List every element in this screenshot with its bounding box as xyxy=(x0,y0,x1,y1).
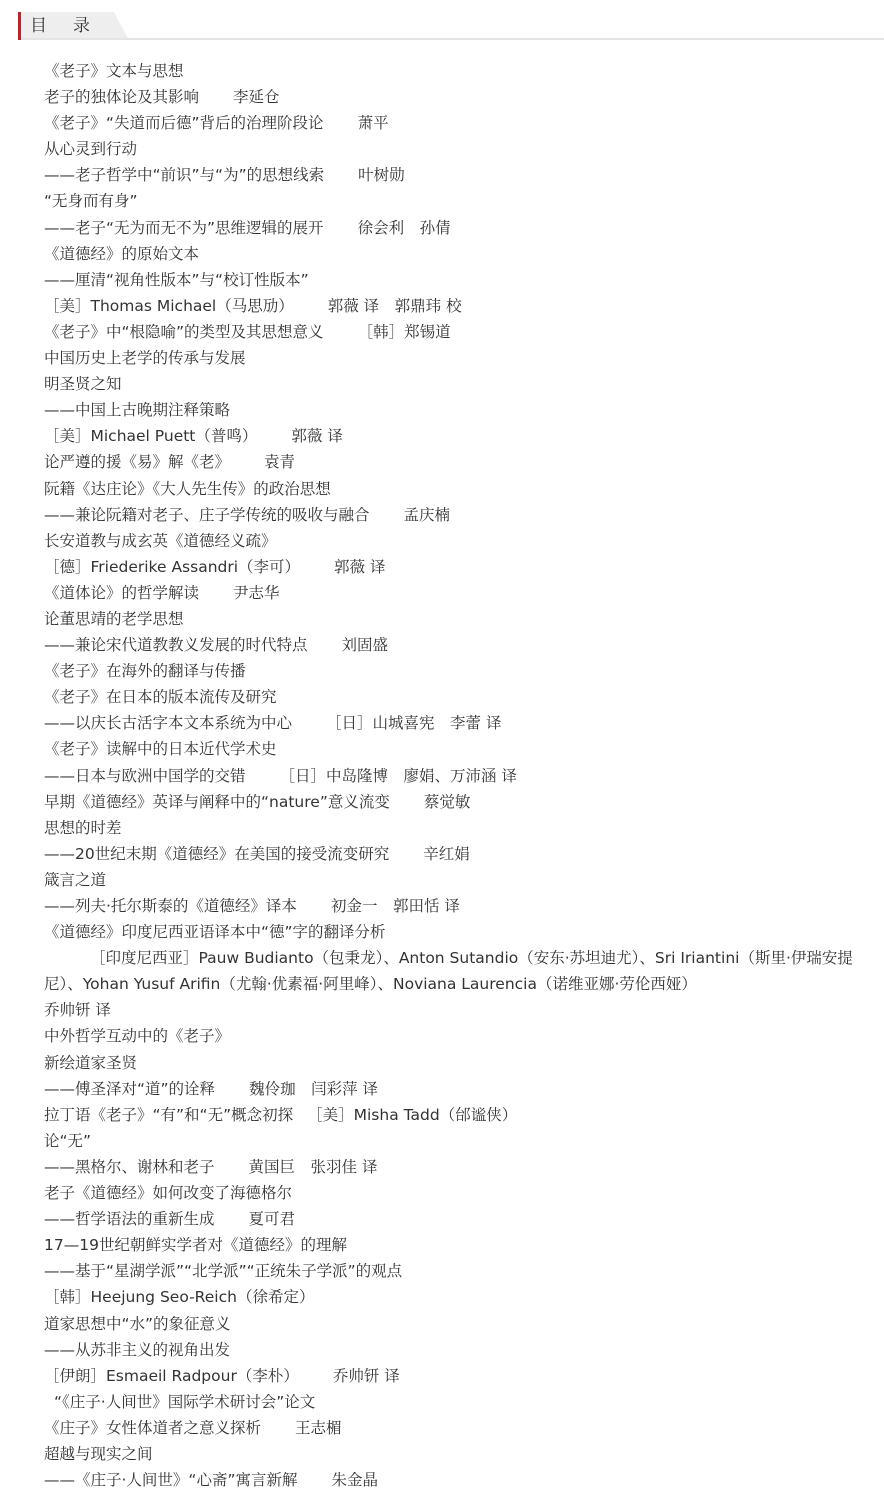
toc-entry[interactable] xyxy=(44,1363,870,1389)
section-title: 目录 xyxy=(30,16,116,36)
toc-entry-title: 老子《道德经》如何改变了海德格尔 xyxy=(44,1184,293,1203)
toc-entry-title: ——基于“星湖学派”“北学派”“正统朱子学派”的观点 xyxy=(44,1262,403,1281)
toc-entry[interactable] xyxy=(44,267,870,293)
toc-entry-title: 《道德经》的原始文本 xyxy=(44,244,200,263)
toc-entry[interactable] xyxy=(44,371,870,397)
toc-entry-title: 阮籍《达庄论》《大人先生传》的政治思想 xyxy=(44,479,331,498)
toc-entry-title: 从心灵到行动 xyxy=(44,140,138,159)
toc-entry[interactable] xyxy=(44,1389,870,1415)
toc-entry-title: 箴言之道 xyxy=(44,870,107,889)
toc-entry-author: 辛红娟 xyxy=(423,844,470,863)
toc-entry[interactable] xyxy=(44,528,870,554)
toc-entry[interactable] xyxy=(44,1050,870,1076)
toc-entry[interactable] xyxy=(44,1441,870,1467)
toc-entry-author: 刘固盛 xyxy=(341,636,389,655)
toc-entry-title: 长安道教与成玄英《道德经义疏》 xyxy=(44,531,277,550)
toc-entry[interactable] xyxy=(44,345,870,371)
toc-entry-author: 萧平 xyxy=(357,114,389,133)
toc-entry-title: ——日本与欧洲中国学的交错 xyxy=(44,766,246,785)
toc-entry-title: ——以庆长古活字本文本系统为中心 xyxy=(44,714,293,733)
toc-entry[interactable] xyxy=(44,397,870,423)
toc-entry-title: ［美］Michael Puett（普鸣） xyxy=(44,427,258,446)
toc-entry[interactable] xyxy=(44,554,870,580)
toc-entry-title: ［美］Thomas Michael（马思劢） xyxy=(44,296,294,315)
toc-entry[interactable] xyxy=(44,580,870,606)
toc-entry-author: 袁青 xyxy=(264,453,296,472)
toc-entry[interactable] xyxy=(44,815,870,841)
toc-entry-author: 郭薇 译 xyxy=(291,427,343,446)
toc-entry[interactable] xyxy=(44,1258,870,1284)
toc-entry-title: 《老子》“失道而后德”背后的治理阶段论 xyxy=(44,114,324,133)
header-divider xyxy=(21,38,884,40)
toc-entry-title: ——列夫·托尔斯泰的《道德经》译本 xyxy=(44,897,297,915)
toc-entry-title: 《老子》文本与思想 xyxy=(44,62,184,80)
toc-entry[interactable] xyxy=(44,710,870,736)
toc-entry-author: 郭薇 译 xyxy=(334,557,386,576)
toc-entry-title: ——哲学语法的重新生成 xyxy=(44,1210,215,1229)
toc-entry-title: ——20世纪末期《道德经》在美国的接受流变研究 xyxy=(44,844,390,863)
toc-entry[interactable] xyxy=(44,606,870,632)
toc-entry-title: 明圣贤之知 xyxy=(44,375,122,394)
header-accent-bar xyxy=(18,12,21,40)
toc-entry-title: 《老子》读解中的日本近代学术史 xyxy=(44,740,277,759)
toc-entry[interactable] xyxy=(44,867,870,893)
toc-entry-author: 叶树勋 xyxy=(358,166,405,185)
toc-entry[interactable] xyxy=(44,1284,870,1310)
toc-entry-title: ——傅圣泽对“道”的诠释 xyxy=(44,1079,216,1098)
toc-entry-title: 新绘道家圣贤 xyxy=(44,1053,138,1072)
toc-entry[interactable] xyxy=(44,945,870,997)
toc-entry-title: 论严遵的援《易》解《老》 xyxy=(44,453,231,472)
toc-entry-title: 早期《道德经》英译与阐释中的“nature”意义流变 xyxy=(44,792,390,811)
toc-entry[interactable] xyxy=(44,502,870,528)
toc-entry[interactable] xyxy=(44,293,870,319)
toc-entry-title: ——黑格尔、谢林和老子 xyxy=(44,1157,215,1176)
toc-entry-author: ［美］Misha Tadd（邰谧侠） xyxy=(307,1105,518,1124)
toc-entry[interactable] xyxy=(44,188,870,214)
toc-entry[interactable] xyxy=(44,84,870,110)
toc-entry-author: 夏可君 xyxy=(248,1210,296,1229)
toc-entry-title: 17—19世纪朝鲜实学者对《道德经》的理解 xyxy=(44,1236,347,1255)
toc-entry-title: ——从苏非主义的视角出发 xyxy=(44,1340,231,1359)
toc-entry[interactable] xyxy=(44,893,870,919)
toc-entry-author: 蔡觉敏 xyxy=(423,792,471,811)
toc-entry[interactable] xyxy=(44,1337,870,1363)
toc-entry-title: 《老子》中“根隐喻”的类型及其思想意义 xyxy=(44,322,324,341)
toc-entry-title: 拉丁语《老子》“有”和“无”概念初探 xyxy=(44,1105,294,1124)
toc-entry[interactable] xyxy=(44,658,870,684)
toc-entry-author: 孟庆楠 xyxy=(403,505,451,524)
toc-entry-author: 黄国巨 张羽佳 译 xyxy=(248,1157,378,1176)
toc-entry[interactable] xyxy=(44,241,870,267)
toc-entry[interactable] xyxy=(44,110,870,136)
toc-entry-title: 《老子》在海外的翻译与传播 xyxy=(44,662,246,681)
toc-entry-title: ——老子“无为而无不为”思维逻辑的展开 xyxy=(44,218,324,237)
toc-entry[interactable] xyxy=(44,1311,870,1337)
toc-entry[interactable] xyxy=(44,58,870,84)
toc-entry-title: ［韩］Heejung Seo-Reich（徐希定） xyxy=(44,1288,315,1307)
toc-entry-title: ——兼论阮籍对老子、庄子学传统的吸收与融合 xyxy=(44,505,370,524)
toc-entry-author: 李延仓 xyxy=(233,88,280,107)
toc-entry[interactable] xyxy=(44,1232,870,1258)
toc-entry[interactable] xyxy=(44,736,870,762)
toc-entry[interactable] xyxy=(44,319,870,345)
toc-entry[interactable] xyxy=(44,919,870,945)
toc-entry[interactable] xyxy=(44,476,870,502)
toc-entry-author: 郭薇 译 郭鼎玮 校 xyxy=(327,296,462,315)
toc-entry-author: 魏伶珈 闫彩萍 译 xyxy=(249,1079,378,1098)
toc-entry[interactable] xyxy=(44,1128,870,1154)
toc-entry-title: 论董思靖的老学思想 xyxy=(44,609,184,628)
toc-entry-title: “无身而有身” xyxy=(44,192,138,211)
toc-entry[interactable] xyxy=(44,162,870,188)
toc-entry-title: 《道德经》印度尼西亚语译本中“德”字的翻译分析 xyxy=(44,923,386,942)
toc-entry-author: 徐会利 孙倩 xyxy=(357,218,451,237)
table-of-contents xyxy=(44,58,870,1493)
toc-entry-author: 王志楣 xyxy=(295,1418,342,1437)
toc-entry-author: ［日］山城喜宪 李蕾 译 xyxy=(326,714,502,733)
toc-entry[interactable] xyxy=(44,1206,870,1232)
toc-entry-title: 超越与现实之间 xyxy=(44,1444,153,1463)
toc-entry-title: 《老子》在日本的版本流传及研究 xyxy=(44,688,277,707)
toc-entry-title: “《庄子·人间世》国际学术研讨会”论文 xyxy=(54,1392,316,1411)
toc-entry[interactable] xyxy=(44,997,870,1023)
toc-entry-title: ［印度尼西亚］Pauw Budianto（包秉龙）、Anton Sutandio（安东·苏坦迪尤）、Sri Iriantini（斯里·伊瑞安提尼）、Yohan Yusuf Arifin（尤翰·优素福·阿里峰）、Noviana Laurencia（诺维亚娜·劳伦西娅） xyxy=(44,949,853,994)
toc-entry[interactable] xyxy=(44,1102,870,1128)
toc-entry[interactable] xyxy=(44,841,870,867)
toc-entry-title: 老子的独体论及其影响 xyxy=(44,88,200,107)
toc-entry-author: ［日］中岛隆博 廖娟、万沛涵 译 xyxy=(279,766,517,785)
toc-entry-title: 中外哲学互动中的《老子》 xyxy=(44,1027,231,1046)
toc-entry[interactable] xyxy=(44,1023,870,1049)
toc-entry[interactable] xyxy=(44,1154,870,1180)
toc-entry-title: ——厘清“视角性版本”与“校订性版本” xyxy=(44,270,309,289)
toc-entry-title: ［德］Friederike Assandri（李可） xyxy=(44,557,301,576)
toc-entry-title: 乔帅钘 译 xyxy=(44,1001,111,1020)
toc-entry[interactable] xyxy=(44,632,870,658)
toc-entry[interactable] xyxy=(44,136,870,162)
toc-entry[interactable] xyxy=(44,215,870,241)
toc-entry[interactable] xyxy=(44,1076,870,1102)
toc-entry-title: 《道体论》的哲学解读 xyxy=(44,583,200,602)
toc-entry-title: ——《庄子·人间世》“心斋”寓言新解 xyxy=(44,1471,298,1490)
toc-entry-author: 乔帅钘 译 xyxy=(332,1366,400,1385)
toc-entry[interactable] xyxy=(44,1180,870,1206)
toc-entry-author: 尹志华 xyxy=(233,583,280,602)
toc-entry-author: 初金一 郭田恬 译 xyxy=(330,897,460,915)
toc-entry[interactable] xyxy=(44,449,870,475)
toc-entry-title: ［伊朗］Esmaeil Radpour（李朴） xyxy=(44,1366,299,1385)
toc-entry[interactable] xyxy=(44,423,870,449)
toc-entry-title: 思想的时差 xyxy=(44,818,122,837)
toc-entry-title: ——老子哲学中“前识”与“为”的思想线索 xyxy=(44,166,325,185)
toc-entry-title: 《庄子》女性体道者之意义探析 xyxy=(44,1418,262,1437)
toc-entry[interactable] xyxy=(44,789,870,815)
toc-entry[interactable] xyxy=(44,763,870,789)
toc-entry-title: 论“无” xyxy=(44,1131,92,1150)
section-header xyxy=(18,12,884,40)
toc-entry[interactable] xyxy=(44,684,870,710)
toc-entry-author: 朱金晶 xyxy=(331,1471,379,1490)
toc-entry-title: 道家思想中“水”的象征意义 xyxy=(44,1314,231,1333)
toc-entry[interactable] xyxy=(44,1467,870,1493)
toc-entry[interactable] xyxy=(44,1415,870,1441)
toc-entry-title: ——兼论宋代道教教义发展的时代特点 xyxy=(44,636,308,655)
toc-entry-title: 中国历史上老学的传承与发展 xyxy=(44,349,246,368)
toc-entry-title: ——中国上古晚期注释策略 xyxy=(44,401,231,420)
toc-entry-author: ［韩］郑锡道 xyxy=(357,322,451,341)
